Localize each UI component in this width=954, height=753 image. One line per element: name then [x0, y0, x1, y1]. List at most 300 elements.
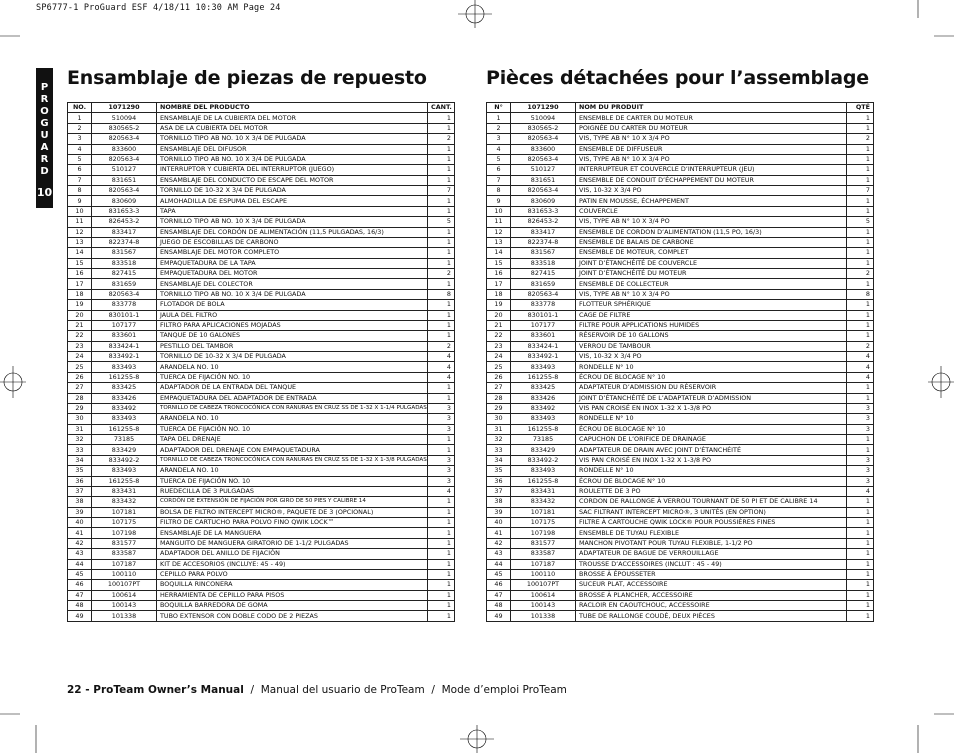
table-row [68, 269, 455, 279]
cell-part-number: 107177 [511, 320, 576, 330]
cell-qty: 1 [847, 435, 874, 445]
cell-product-name: EMPAQUETADURA DEL MOTOR [157, 269, 428, 279]
table-row [68, 403, 455, 413]
cell-product-name: VIS, TYPE AB N° 10 X 3/4 PO [576, 289, 847, 299]
cell-product-name: TORNILLO DE CABEZA TRONCOCÓNICA CON RANURAS EN CRUZ SS DE 1-32 X 1-1/4 PULGADAS [157, 403, 428, 413]
cell-qty: 2 [428, 341, 455, 351]
cell-qty: 1 [428, 580, 455, 590]
cell-product-name: FILTRO DE CARTUCHO PARA POLVO FINO QWIK LOCK™ [157, 518, 428, 528]
cell-no: 37 [487, 486, 511, 496]
table-row [68, 455, 455, 465]
cell-qty: 1 [428, 310, 455, 320]
cell-part-number: 73185 [511, 435, 576, 445]
table-row [68, 134, 455, 144]
table-row [487, 362, 874, 372]
table-row [68, 217, 455, 227]
table-row [68, 206, 455, 216]
cell-product-name: ENSAMBLAJE DEL CORDÓN DE ALIMENTACIÓN (11,5 PULGADAS, 16/3) [157, 227, 428, 237]
cell-part-number: 831577 [92, 538, 157, 548]
cell-product-name: FLOTTEUR SPHÉRIQUE [576, 300, 847, 310]
cell-qty: 1 [847, 559, 874, 569]
cell-no: 42 [487, 538, 511, 548]
cell-product-name: EMPAQUETADURA DE LA TAPA [157, 258, 428, 268]
col-header-name: NOM DU PRODUIT [576, 103, 847, 113]
table-row [68, 300, 455, 310]
table-row [487, 383, 874, 393]
cell-part-number: 833492 [92, 403, 157, 413]
table-row [68, 414, 455, 424]
cell-product-name: TAPA DEL DRENAJE [157, 435, 428, 445]
cell-product-name: HERRAMIENTA DE CEPILLO PARA PISOS [157, 590, 428, 600]
cell-qty: 1 [428, 331, 455, 341]
cell-product-name: TUBE DE RALLONGE COUDÉ, DEUX PIÈCES [576, 611, 847, 621]
cell-product-name: ENSAMBLAJE DEL CONDUCTO DE ESCAPE DEL MOTOR [157, 175, 428, 185]
cell-qty: 1 [847, 310, 874, 320]
cell-product-name: RONDELLE N° 10 [576, 362, 847, 372]
cell-product-name: TORNILLO DE CABEZA TRONCOCÓNICA CON RANURAS EN CRUZ SS DE 1-32 X 1-3/8 PULGADAS [157, 455, 428, 465]
table-row [487, 196, 874, 206]
cell-no: 14 [68, 248, 92, 258]
table-row [487, 455, 874, 465]
cell-no: 44 [68, 559, 92, 569]
cell-product-name: ENSEMBLE DE TUYAU FLEXIBLE [576, 528, 847, 538]
cell-no: 20 [487, 310, 511, 320]
cell-part-number: 161255-8 [511, 424, 576, 434]
table-row [68, 237, 455, 247]
cell-product-name: ARANDELA NO. 10 [157, 362, 428, 372]
cell-no: 15 [487, 258, 511, 268]
table-row [68, 289, 455, 299]
table-row [68, 580, 455, 590]
cell-part-number: 161255-8 [92, 476, 157, 486]
cell-qty: 3 [847, 403, 874, 413]
cell-no: 24 [487, 352, 511, 362]
cell-qty: 7 [428, 186, 455, 196]
cell-no: 23 [487, 341, 511, 351]
cell-qty: 1 [847, 300, 874, 310]
cell-product-name: RONDELLE N° 10 [576, 466, 847, 476]
cell-part-number: 100143 [92, 601, 157, 611]
cell-part-number: 833425 [92, 383, 157, 393]
cell-no: 10 [68, 206, 92, 216]
cell-qty: 3 [847, 466, 874, 476]
cell-qty: 1 [847, 144, 874, 154]
cell-no: 18 [487, 289, 511, 299]
cell-product-name: ÉCROU DE BLOCAGE N° 10 [576, 424, 847, 434]
cell-qty: 8 [847, 289, 874, 299]
cell-product-name: BROSSE À PLANCHER, ACCESSOIRE [576, 590, 847, 600]
table-row [487, 518, 874, 528]
cell-no: 10 [487, 206, 511, 216]
cell-part-number: 107181 [511, 507, 576, 517]
cell-part-number: 510094 [92, 113, 157, 123]
cell-product-name: FLOTADOR DE BOLA [157, 300, 428, 310]
cell-qty: 4 [428, 362, 455, 372]
cell-no: 3 [487, 134, 511, 144]
cell-part-number: 826453-2 [511, 217, 576, 227]
cell-part-number: 820563-4 [511, 134, 576, 144]
table-row [487, 507, 874, 517]
table-row [68, 538, 455, 548]
cell-part-number: 820563-4 [92, 186, 157, 196]
cell-product-name: VERROU DE TAMBOUR [576, 341, 847, 351]
cell-no: 12 [68, 227, 92, 237]
cell-no: 34 [487, 455, 511, 465]
cell-part-number: 833493 [511, 466, 576, 476]
cell-qty: 1 [428, 507, 455, 517]
side-tab-letter: R [40, 154, 49, 165]
table-row [68, 383, 455, 393]
cell-product-name: INTERRUPTOR Y CUBIERTA DEL INTERRUPTOR (JUEGO) [157, 165, 428, 175]
cell-no: 39 [487, 507, 511, 517]
cell-product-name: JUEGO DE ESCOBILLAS DE CARBONO [157, 237, 428, 247]
table-row [487, 352, 874, 362]
cell-qty: 1 [428, 300, 455, 310]
cell-no: 27 [68, 383, 92, 393]
cell-no: 22 [68, 331, 92, 341]
cell-no: 20 [68, 310, 92, 320]
cell-part-number: 833426 [92, 393, 157, 403]
cell-no: 21 [68, 320, 92, 330]
cell-part-number: 820563-4 [92, 154, 157, 164]
table-row [68, 248, 455, 258]
cell-no: 33 [68, 445, 92, 455]
cell-no: 17 [68, 279, 92, 289]
cell-qty: 2 [847, 134, 874, 144]
cell-part-number: 831577 [511, 538, 576, 548]
cell-part-number: 833492 [511, 403, 576, 413]
cell-product-name: ADAPTATEUR DE BAGUE DE VERROUILLAGE [576, 549, 847, 559]
table-row [487, 331, 874, 341]
cell-no: 38 [68, 497, 92, 507]
cell-product-name: RÉSERVOIR DE 10 GALLONS [576, 331, 847, 341]
cell-no: 36 [68, 476, 92, 486]
cell-qty: 1 [847, 569, 874, 579]
cell-no: 49 [487, 611, 511, 621]
cell-no: 18 [68, 289, 92, 299]
table-row [487, 186, 874, 196]
table-row [68, 466, 455, 476]
cell-part-number: 831653-3 [511, 206, 576, 216]
table-row [487, 165, 874, 175]
cell-product-name: FILTRE POUR APPLICATIONS HUMIDES [576, 320, 847, 330]
cell-part-number: 831659 [511, 279, 576, 289]
table-row [487, 237, 874, 247]
table-row [487, 217, 874, 227]
cell-no: 35 [487, 466, 511, 476]
cell-part-number: 833426 [511, 393, 576, 403]
cell-part-number: 833492-1 [511, 352, 576, 362]
col-header-part: 1071290 [511, 103, 576, 113]
cell-part-number: 831567 [92, 248, 157, 258]
cell-no: 26 [68, 372, 92, 382]
cell-no: 37 [68, 486, 92, 496]
cell-product-name: PESTILLO DEL TAMBOR [157, 341, 428, 351]
cell-qty: 1 [428, 227, 455, 237]
table-row [68, 123, 455, 133]
cell-qty: 1 [428, 559, 455, 569]
cell-no: 36 [487, 476, 511, 486]
cell-product-name: FILTRO PARA APLICACIONES MOJADAS [157, 320, 428, 330]
table-row [487, 144, 874, 154]
cell-product-name: COUVERCLE [576, 206, 847, 216]
cell-qty: 1 [847, 206, 874, 216]
col-header-no: N° [487, 103, 511, 113]
cell-product-name: ÉCROU DE BLOCAGE N° 10 [576, 372, 847, 382]
cell-part-number: 833601 [92, 331, 157, 341]
side-tab-letter: O [40, 106, 49, 117]
cell-product-name: VIS, TYPE AB N° 10 X 3/4 PO [576, 134, 847, 144]
cell-product-name: SAC FILTRANT INTERCEPT MICRO®, 3 UNITÉS (EN OPTION) [576, 507, 847, 517]
side-tab-letters [36, 68, 53, 178]
cell-qty: 1 [428, 435, 455, 445]
cell-qty: 1 [847, 320, 874, 330]
cell-part-number: 833493 [92, 414, 157, 424]
cell-product-name: ENSAMBLAJE DEL MOTOR COMPLETO [157, 248, 428, 258]
cell-qty: 3 [847, 414, 874, 424]
cell-product-name: ADAPTATEUR D’ADMISSION DU RÉSERVOIR [576, 383, 847, 393]
cell-qty: 1 [847, 580, 874, 590]
cell-qty: 1 [428, 144, 455, 154]
cell-part-number: 833600 [92, 144, 157, 154]
cell-product-name: POIGNÉE DU CARTER DU MOTEUR [576, 123, 847, 133]
cell-no: 43 [487, 549, 511, 559]
cell-part-number: 827415 [511, 269, 576, 279]
cell-product-name: ENSEMBLE DE CORDON D’ALIMENTATION (11,5 PO, 16/3) [576, 227, 847, 237]
cell-no: 35 [68, 466, 92, 476]
cell-product-name: BOLSA DE FILTRO INTERCEPT MICRO®, PAQUETE DE 3 (OPCIONAL) [157, 507, 428, 517]
cell-product-name: BOQUILLA RINCONERA [157, 580, 428, 590]
table-row [68, 279, 455, 289]
cell-part-number: 831567 [511, 248, 576, 258]
cell-part-number: 833587 [511, 549, 576, 559]
cell-part-number: 107177 [92, 320, 157, 330]
cell-product-name: RONDELLE N° 10 [576, 414, 847, 424]
cell-part-number: 510127 [511, 165, 576, 175]
cell-qty: 1 [428, 549, 455, 559]
table-row [487, 538, 874, 548]
cell-part-number: 830565-2 [92, 123, 157, 133]
table-row [487, 435, 874, 445]
cell-no: 15 [68, 258, 92, 268]
cell-no: 19 [68, 300, 92, 310]
table-row [68, 435, 455, 445]
cell-no: 16 [487, 269, 511, 279]
cell-qty: 1 [847, 258, 874, 268]
cell-qty: 1 [847, 196, 874, 206]
cell-part-number: 833587 [92, 549, 157, 559]
cell-part-number: 830565-2 [511, 123, 576, 133]
cell-product-name: INTERRUPTEUR ET COUVERCLE D’INTERRUPTEUR (JEU) [576, 165, 847, 175]
cell-part-number: 100614 [92, 590, 157, 600]
table-row [68, 601, 455, 611]
cell-part-number: 831653-3 [92, 206, 157, 216]
cell-part-number: 833417 [511, 227, 576, 237]
cell-product-name: TORNILLO TIPO AB NO. 10 X 3/4 DE PULGADA [157, 154, 428, 164]
cell-qty: 1 [428, 206, 455, 216]
cell-no: 3 [68, 134, 92, 144]
cell-part-number: 830609 [511, 196, 576, 206]
cell-qty: 1 [847, 237, 874, 247]
cell-part-number: 833493 [92, 466, 157, 476]
cell-no: 30 [68, 414, 92, 424]
cell-part-number: 100143 [511, 601, 576, 611]
cell-part-number: 101338 [92, 611, 157, 621]
table-row [487, 175, 874, 185]
cell-part-number: 833424-1 [92, 341, 157, 351]
cell-qty: 2 [847, 341, 874, 351]
side-tab-letter: D [40, 166, 49, 177]
cell-part-number: 100110 [92, 569, 157, 579]
cell-qty: 1 [428, 383, 455, 393]
table-row [487, 113, 874, 123]
cell-no: 31 [68, 424, 92, 434]
table-row [487, 476, 874, 486]
cell-product-name: VIS, TYPE AB N° 10 X 3/4 PO [576, 217, 847, 227]
cell-qty: 5 [428, 217, 455, 227]
cell-product-name: ÉCROU DE BLOCAGE N° 10 [576, 476, 847, 486]
table-row [487, 279, 874, 289]
side-tab-number: 10 [36, 186, 53, 199]
side-tab-letter: G [40, 118, 49, 129]
side-tab-letter: U [40, 130, 49, 141]
cell-qty: 3 [428, 414, 455, 424]
cell-no: 11 [68, 217, 92, 227]
cell-product-name: SUCEUR PLAT, ACCESSOIRE [576, 580, 847, 590]
cell-no: 26 [487, 372, 511, 382]
side-tab-letter: R [40, 94, 49, 105]
cell-product-name: BROSSE À ÉPOUSSETER [576, 569, 847, 579]
table-row [68, 559, 455, 569]
cell-part-number: 822374-8 [92, 237, 157, 247]
footer-manual-titles: / Manual del usuario de ProTeam / Mode d’emploi ProTeam [243, 684, 567, 696]
cell-part-number: 107187 [92, 559, 157, 569]
cell-qty: 1 [428, 611, 455, 621]
cell-no: 30 [487, 414, 511, 424]
col-header-qty: CANT. [428, 103, 455, 113]
col-header-qty: QTÉ [847, 103, 874, 113]
cell-part-number: 833492-2 [92, 455, 157, 465]
table-row [68, 144, 455, 154]
cell-qty: 1 [428, 569, 455, 579]
cell-no: 47 [68, 590, 92, 600]
table-row [487, 227, 874, 237]
col-header-part: 1071290 [92, 103, 157, 113]
table-row [487, 269, 874, 279]
cell-part-number: 830101-1 [92, 310, 157, 320]
cell-no: 45 [68, 569, 92, 579]
cell-part-number: 107175 [511, 518, 576, 528]
cell-qty: 8 [428, 289, 455, 299]
cell-qty: 1 [847, 611, 874, 621]
cell-product-name: TROUSSE D’ACCESSOIRES (INCLUT : 45 - 49) [576, 559, 847, 569]
cell-part-number: 833493 [92, 362, 157, 372]
cell-no: 5 [487, 154, 511, 164]
table-row [68, 424, 455, 434]
cell-product-name: TORNILLO TIPO AB NO. 10 X 3/4 DE PULGADA [157, 134, 428, 144]
cell-product-name: JAULA DEL FILTRO [157, 310, 428, 320]
cell-qty: 5 [847, 217, 874, 227]
cell-part-number: 833432 [511, 497, 576, 507]
cell-product-name: TORNILLO TIPO AB NO. 10 X 3/4 DE PULGADA [157, 289, 428, 299]
table-row [68, 341, 455, 351]
cell-qty: 3 [847, 455, 874, 465]
cell-product-name: ADAPTADOR DE LA ENTRADA DEL TANQUE [157, 383, 428, 393]
cell-qty: 1 [428, 445, 455, 455]
cell-no: 1 [68, 113, 92, 123]
cell-qty: 1 [847, 331, 874, 341]
cell-no: 4 [68, 144, 92, 154]
table-row [68, 154, 455, 164]
table-row [68, 497, 455, 507]
cell-no: 12 [487, 227, 511, 237]
cell-qty: 4 [428, 372, 455, 382]
cell-part-number: 510127 [92, 165, 157, 175]
cell-no: 5 [68, 154, 92, 164]
cell-no: 21 [487, 320, 511, 330]
cell-part-number: 833601 [511, 331, 576, 341]
cell-product-name: ENSEMBLE DE CARTER DU MOTEUR [576, 113, 847, 123]
table-row [68, 186, 455, 196]
cell-product-name: PATIN EN MOUSSE, ÉCHAPPEMENT [576, 196, 847, 206]
cell-part-number: 73185 [92, 435, 157, 445]
cell-product-name: RACLOIR EN CAOUTCHOUC, ACCESSOIRE [576, 601, 847, 611]
cell-qty: 2 [847, 269, 874, 279]
spanish-title: Ensamblaje de piezas de repuesto [67, 67, 427, 89]
cell-no: 1 [487, 113, 511, 123]
cell-no: 6 [487, 165, 511, 175]
cell-product-name: ASA DE LA CUBIERTA DEL MOTOR [157, 123, 428, 133]
cell-part-number: 827415 [92, 269, 157, 279]
table-row [68, 569, 455, 579]
cell-part-number: 822374-8 [511, 237, 576, 247]
cell-product-name: ENSEMBLE DE BALAIS DE CARBONE [576, 237, 847, 247]
cell-no: 40 [68, 518, 92, 528]
cell-part-number: 107187 [511, 559, 576, 569]
cell-qty: 1 [847, 383, 874, 393]
cell-no: 14 [487, 248, 511, 258]
cell-product-name: ENSAMBLAJE DE LA CUBIERTA DEL MOTOR [157, 113, 428, 123]
cell-no: 24 [68, 352, 92, 362]
cell-qty: 1 [847, 393, 874, 403]
cell-product-name: ENSAMBLAJE DE LA MANGUERA [157, 528, 428, 538]
cell-part-number: 831651 [92, 175, 157, 185]
table-row [68, 165, 455, 175]
cell-no: 2 [68, 123, 92, 133]
cell-product-name: CORDÓN DE EXTENSIÓN DE FIJACIÓN POR GIRO DE 50 PIES Y CALIBRE 14 [157, 497, 428, 507]
cell-qty: 1 [847, 528, 874, 538]
cell-no: 9 [487, 196, 511, 206]
cell-no: 48 [68, 601, 92, 611]
cell-part-number: 826453-2 [92, 217, 157, 227]
cell-part-number: 833429 [92, 445, 157, 455]
cell-product-name: RUEDECILLA DE 3 PULGADAS [157, 486, 428, 496]
table-row [487, 445, 874, 455]
table-row [68, 113, 455, 123]
cell-product-name: TANQUE DE 10 GALONES [157, 331, 428, 341]
cell-no: 8 [68, 186, 92, 196]
cell-product-name: CAGE DE FILTRE [576, 310, 847, 320]
table-header-row [68, 103, 455, 113]
cell-part-number: 833417 [92, 227, 157, 237]
cell-no: 13 [68, 237, 92, 247]
cell-product-name: VIS, 10-32 X 3/4 PO [576, 186, 847, 196]
cell-product-name: TORNILLO DE 10-32 X 3/4 DE PULGADA [157, 186, 428, 196]
cell-part-number: 820563-4 [511, 154, 576, 164]
table-row [68, 175, 455, 185]
cell-part-number: 107198 [511, 528, 576, 538]
cell-product-name: ENSAMBLAJE DEL DIFUSOR [157, 144, 428, 154]
